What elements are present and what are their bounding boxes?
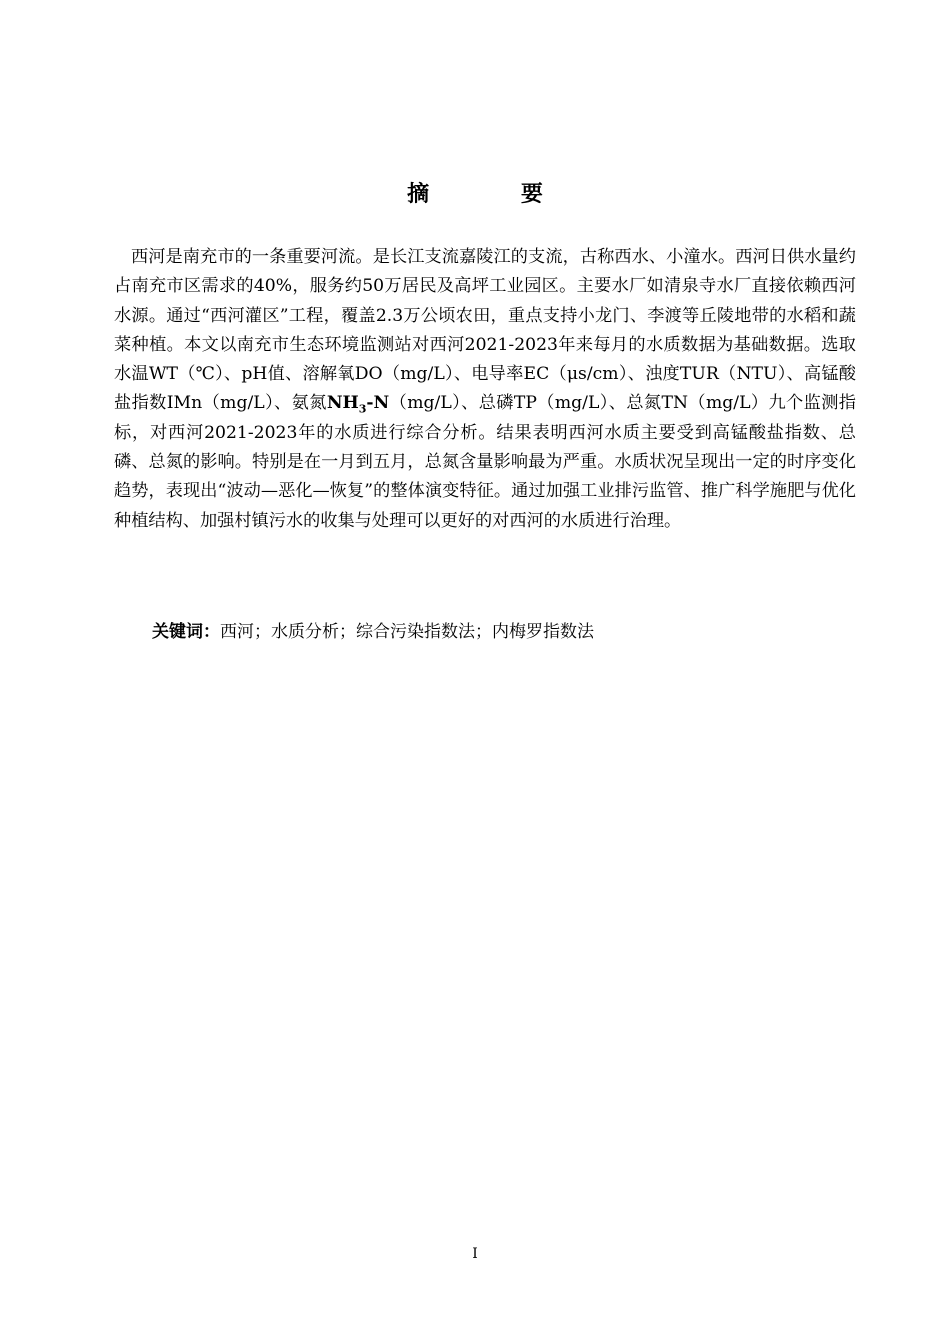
keywords-text: 西河；水质分析；综合污染指数法；内梅罗指数法 [220,622,594,642]
abstract-text-part-1: 西河是南充市的一条重要河流。是长江支流嘉陵江的支流，古称西水、小潼水。西河日供水量约占南充市区需求的40%，服务约50万居民及高坪工业园区。主要水厂如清泉寺水厂直接依赖西河水源。通过“西河灌区”工程，覆盖2.3万公顷农田，重点支持小龙门、李渡等丘陵地带的水稻和蔬菜种植。本文以南充市生态环境监测站对西河2021-2023年来每月的水质数据为基础数据。选取水温WT（℃）、pH值、溶解氧DO（mg/L）、电导率EC（μs/cm）、浊度TUR（NTU）、高锰酸盐指数IMn（mg/L）、氨氮 [114,247,856,414]
formula-subscript: 3 [358,402,367,416]
abstract-paragraph [114,243,856,536]
abstract-text-part-2: （mg/L）、总磷TP（mg/L）、总氮TN（mg/L）九个监测指标，对西河2021-2023年的水质进行综合分析。结果表明西河水质主要受到高锰酸盐指数、总磷、总氮的影响。特别是在一月到五月，总氮含量影响最为严重。水质状况呈现出一定的时序变化趋势，表现出“波动—恶化—恢复”的整体演变特征。通过加强工业排污监管、推广科学施肥与优化种植结构、加强村镇污水的收集与处理可以更好的对西河的水质进行治理。 [114,393,856,531]
page-title: 摘 要 [407,182,585,207]
formula-tail: -N [366,393,390,414]
ammonia-formula [326,393,390,416]
keywords-line [152,618,852,647]
keywords-label: 关键词： [152,622,220,642]
formula-main: NH [326,393,359,414]
page-number: I [472,1246,478,1262]
